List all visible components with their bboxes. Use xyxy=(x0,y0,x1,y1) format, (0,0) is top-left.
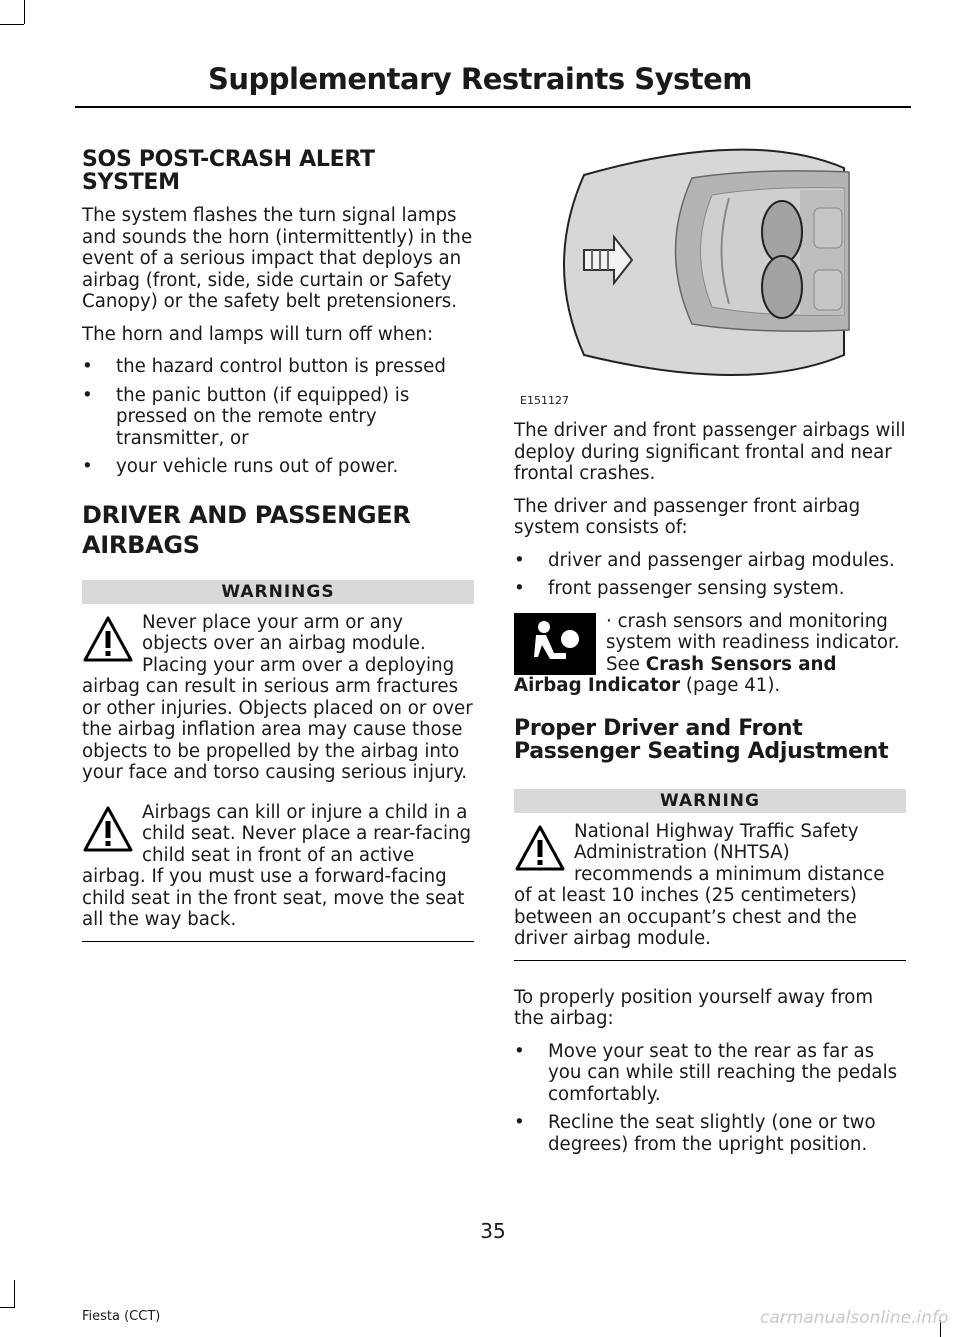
list-item: • front passenger sensing system. xyxy=(514,578,906,600)
airbag-bullet-list xyxy=(514,550,906,600)
indicator-paragraph xyxy=(514,611,906,697)
warning-label: WARNING xyxy=(514,789,906,813)
warnings-label: WARNINGS xyxy=(82,580,474,604)
page-number: 35 xyxy=(480,1219,506,1243)
warning-triangle-icon xyxy=(82,804,134,856)
crop-mark xyxy=(14,1280,15,1308)
indicator-text: · crash sensors and monitoring system with readiness indicator. See xyxy=(606,610,900,675)
warning-end-rule xyxy=(514,960,906,961)
seating-paragraph: To properly position yourself away from the airbag: xyxy=(514,986,874,1029)
sos-paragraph: The system flashes the turn signal lamps and sounds the horn (intermittently) in the event of a serious impact that deploys an airbag (front, side, side curtain or Safety Canopy) or the safety belt pretensioners. xyxy=(82,205,473,312)
warning-text: Airbags can kill or injure a child in a child seat. Never place a rear-facing child seat in front of an active airbag. If you must use a forward-facing child seat in the front seat, move the seat all the way back. xyxy=(82,801,472,930)
right-column xyxy=(514,140,906,1166)
list-item: • Recline the seat slightly (one or two degrees) from the upright position. xyxy=(514,1112,906,1155)
list-item: • the panic button (if equipped) is pressed on the remote entry transmitter, or xyxy=(82,385,474,450)
sos-paragraph: The horn and lamps will turn off when: xyxy=(82,323,434,345)
list-item: • the hazard control button is pressed xyxy=(82,356,474,378)
cross-reference-link[interactable]: Crash Sensors and Airbag Indicator xyxy=(514,653,837,696)
airbags-heading-line2: AIRBAGS xyxy=(82,530,200,559)
list-item: • Move your seat to the rear as far as you can while still reaching the pedals comfortably. xyxy=(514,1041,906,1106)
seating-bullet-list xyxy=(514,1041,906,1156)
page-title: Supplementary Restraints System xyxy=(207,62,753,96)
warning-end-rule xyxy=(82,941,474,942)
airbag-paragraph: The driver and front passenger airbags will deploy during significant frontal and near frontal crashes. xyxy=(514,420,906,484)
header-rule xyxy=(75,106,911,108)
car-airbag-illustration xyxy=(514,140,906,408)
sos-bullet-list xyxy=(82,356,474,478)
airbags-heading-line1: DRIVER AND PASSENGER xyxy=(82,500,411,529)
watermark: carmanualsonline.info xyxy=(760,1308,949,1328)
warning-text: National Highway Traffic Safety Administration (NHTSA) recommends a minimum distance of at least 10 inches (25 centimeters) between an occupant’s chest and the driver airbag module. xyxy=(514,820,885,949)
airbag-warning-icon xyxy=(514,613,596,675)
airbags-heading xyxy=(82,500,474,560)
figure-id: E151127 xyxy=(520,394,569,407)
model-label: Fiesta (CCT) xyxy=(82,1309,161,1324)
warning-triangle-icon xyxy=(82,614,134,666)
airbag-paragraph: The driver and passenger front airbag system consists of: xyxy=(514,495,861,538)
crop-mark xyxy=(0,24,24,25)
airbag-figure xyxy=(514,140,906,408)
seating-heading: Proper Driver and Front Passenger Seating Adjustment xyxy=(514,715,889,764)
crop-mark xyxy=(0,1307,14,1308)
crop-mark xyxy=(24,0,25,24)
list-item: • driver and passenger airbag modules. xyxy=(514,550,906,572)
warning-block xyxy=(82,612,474,784)
left-column xyxy=(82,148,474,942)
warning-block xyxy=(514,821,906,950)
warning-triangle-icon xyxy=(514,823,566,875)
list-item: • your vehicle runs out of power. xyxy=(82,456,474,478)
warning-block xyxy=(82,802,474,931)
warning-text: Never place your arm or any objects over an airbag module. Placing your arm over a deploying airbag can result in serious arm fractures or other injuries. Objects placed on or over the airbag inflation area may cause those objects to be propelled by the airbag into your face and torso causing serious injury. xyxy=(82,611,473,783)
indicator-page: (page 41). xyxy=(680,675,781,696)
sos-heading: SOS POST-CRASH ALERT SYSTEM xyxy=(82,147,375,195)
